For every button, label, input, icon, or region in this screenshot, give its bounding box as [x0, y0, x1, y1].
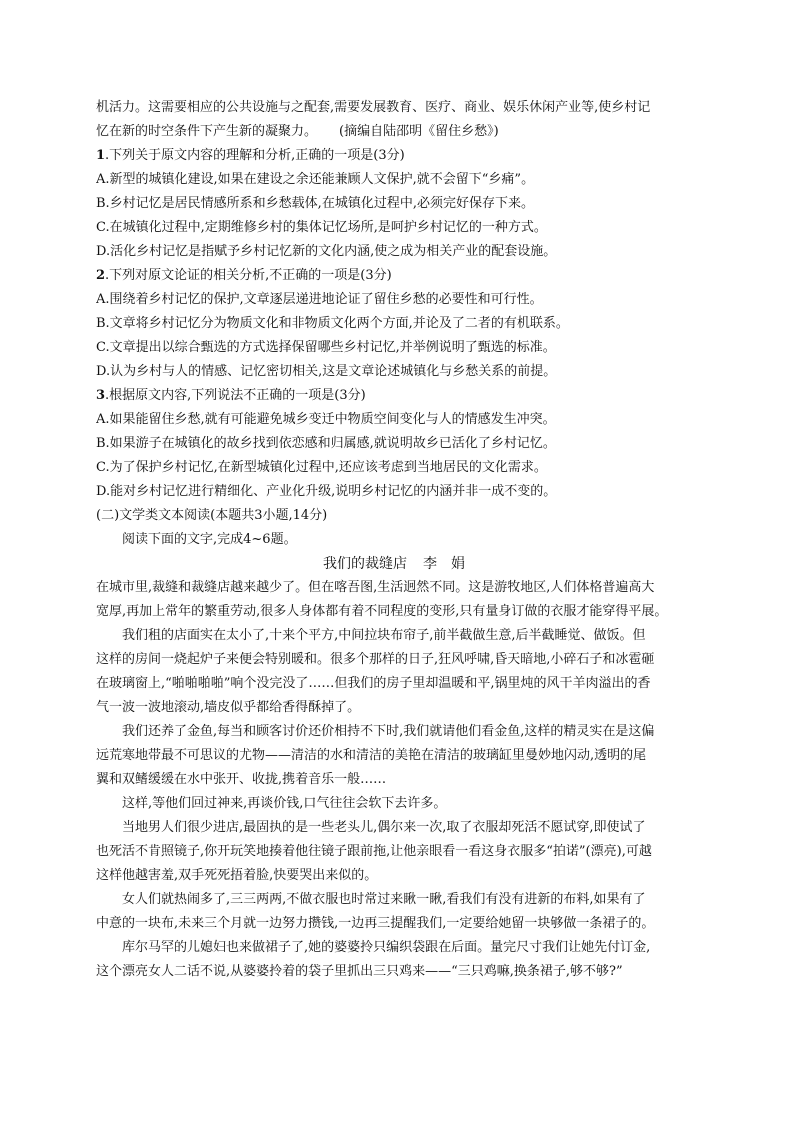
page-content	[96, 96, 706, 984]
question-3-option-c: C.为了保护乡村记忆,在新型城镇化过程中,还应该考虑到当地居民的文化需求。	[96, 460, 547, 475]
question-2-option-c: C.文章提出以综合甄选的方式选择保留哪些乡村记忆,并举例说明了甄选的标准。	[96, 340, 556, 355]
article-author: 李娟	[423, 556, 479, 572]
article-line: 中意的一块布,未来三个月就一边努力攒钱,一边再三提醒我们,一定要给她留一块够做一条裙子的。	[96, 916, 655, 931]
question-1-number: 1	[96, 148, 106, 163]
article-line: 在城市里,裁缝和裁缝店越来越少了。但在喀吾图,生活迥然不同。这是游牧地区,人们体格普遍高大	[96, 580, 655, 595]
question-3-option-a: A.如果能留住乡愁,就有可能避免城乡变迁中物质空间变化与人的情感发生冲突。	[96, 412, 556, 427]
section-instruction: 阅读下面的文字,完成4~6题。	[122, 532, 297, 547]
question-1-option-c: C.在城镇化过程中,定期维修乡村的集体记忆场所,是呵护乡村记忆的一种方式。	[96, 220, 547, 235]
article-line: 这样的房间一烧起炉子来便会特别暖和。很多个那样的日子,狂风呼啸,昏天暗地,小碎石子和冰雹砸	[96, 652, 655, 667]
article-line: 宽厚,再加上常年的繁重劳动,很多人身体都有着不同程度的变形,只有量身订做的衣服才能穿得平展。	[96, 604, 668, 619]
article-line: 气一波一波地滚动,墙皮似乎都给香得酥掉了。	[96, 700, 361, 715]
section-heading: (二)文学类文本阅读(本题共3小题,14分)	[96, 508, 328, 523]
question-2-option-d: D.认为乡村与人的情感、记忆密切相关,这是文章论述城镇化与乡愁关系的前提。	[96, 364, 557, 379]
article-line: 当地男人们很少进店,最固执的是一些老头儿,偶尔来一次,取了衣服却死活不愿试穿,即使试了	[122, 820, 646, 835]
article-line: 远荒寒地带最不可思议的尤物——清洁的水和清洁的美艳在清洁的玻璃缸里曼妙地闪动,透明的尾	[96, 748, 647, 763]
question-1-stem-text: .下列关于原文内容的理解和分析,正确的一项是(3分)	[105, 148, 405, 163]
article-line: 在玻璃窗上,“啪啪啪啪”响个没完没了……但我们的房子里却温暖和平,锅里炖的风干羊肉溢出的香	[96, 676, 651, 691]
question-3-stem-text: .根据原文内容,下列说法不正确的一项是(3分)	[105, 388, 366, 403]
question-2-number: 2	[96, 268, 106, 283]
question-3-option-d: D.能对乡村记忆进行精细化、产业化升级,说明乡村记忆的内涵并非一成不变的。	[96, 484, 557, 499]
article-line: 翼和双鳍缓缓在水中张开、收拢,携着音乐一般……	[96, 772, 387, 787]
question-1-stem	[96, 144, 706, 168]
article-line: 也死活不肯照镜子,你开玩笑地揍着他往镜子跟前拖,让他亲眼看一看这身衣服多“拍诺”(漂亮),可越	[96, 844, 652, 859]
intro-line-2	[96, 120, 706, 144]
question-1-option-b: B.乡村记忆是居民情感所系和乡愁载体,在城镇化过程中,必须完好保存下来。	[96, 196, 534, 211]
question-2-option-a: A.围绕着乡村记忆的保护,文章逐层递进地论证了留住乡愁的必要性和可行性。	[96, 292, 543, 307]
question-3-option-b: B.如果游子在城镇化的故乡找到依恋感和归属感,就说明故乡已活化了乡村记忆。	[96, 436, 556, 451]
question-3-stem	[96, 384, 706, 408]
intro-line-1: 机活力。这需要相应的公共设施与之配套,需要发展教育、医疗、商业、娱乐休闲产业等,使乡村记	[96, 100, 651, 115]
intro-line-2-text: 忆在新的时空条件下产生新的凝聚力。	[96, 124, 318, 139]
article-line: 这样,等他们回过神来,再谈价钱,口气往往会软下去许多。	[122, 796, 447, 811]
article-line: 这样他越害羞,双手死死捂着脸,快要哭出来似的。	[96, 868, 378, 883]
question-1-option-a: A.新型的城镇化建设,如果在建设之余还能兼顾人文保护,就不会留下“乡痛”。	[96, 172, 535, 187]
article-line: 这个漂亮女人二话不说,从婆婆拎着的袋子里抓出三只鸡来——“三只鸡嘛,换条裙子,够不够?”	[96, 964, 623, 979]
article-line: 我们还养了金鱼,每当和顾客讨价还价相持不下时,我们就请他们看金鱼,这样的精灵实在是这偏	[122, 724, 655, 739]
question-3-number: 3	[96, 388, 106, 403]
source-citation: (摘编自陆邵明《留住乡愁》)	[339, 124, 499, 139]
question-1-option-d: D.活化乡村记忆是指赋予乡村记忆新的文化内涵,使之成为相关产业的配套设施。	[96, 244, 557, 259]
article-line: 库尔马罕的儿媳妇也来做裙子了,她的婆婆拎只编织袋跟在后面。量完尺寸我们让她先付订金,	[122, 940, 651, 955]
question-2-stem-text: .下列对原文论证的相关分析,不正确的一项是(3分)	[105, 268, 392, 283]
article-title-row	[96, 552, 706, 576]
question-2-option-b: B.文章将乡村记忆分为物质文化和非物质文化两个方面,并论及了二者的有机联系。	[96, 316, 569, 331]
question-2-stem	[96, 264, 706, 288]
article-title: 我们的裁缝店	[323, 556, 407, 572]
article-line: 女人们就热闹多了,三三两两,不做衣服也时常过来瞅一瞅,看我们有没有进新的布料,如果有了	[122, 892, 646, 907]
article-line: 我们租的店面实在太小了,十来个平方,中间拉块布帘子,前半截做生意,后半截睡觉、做饭。但	[122, 628, 646, 643]
